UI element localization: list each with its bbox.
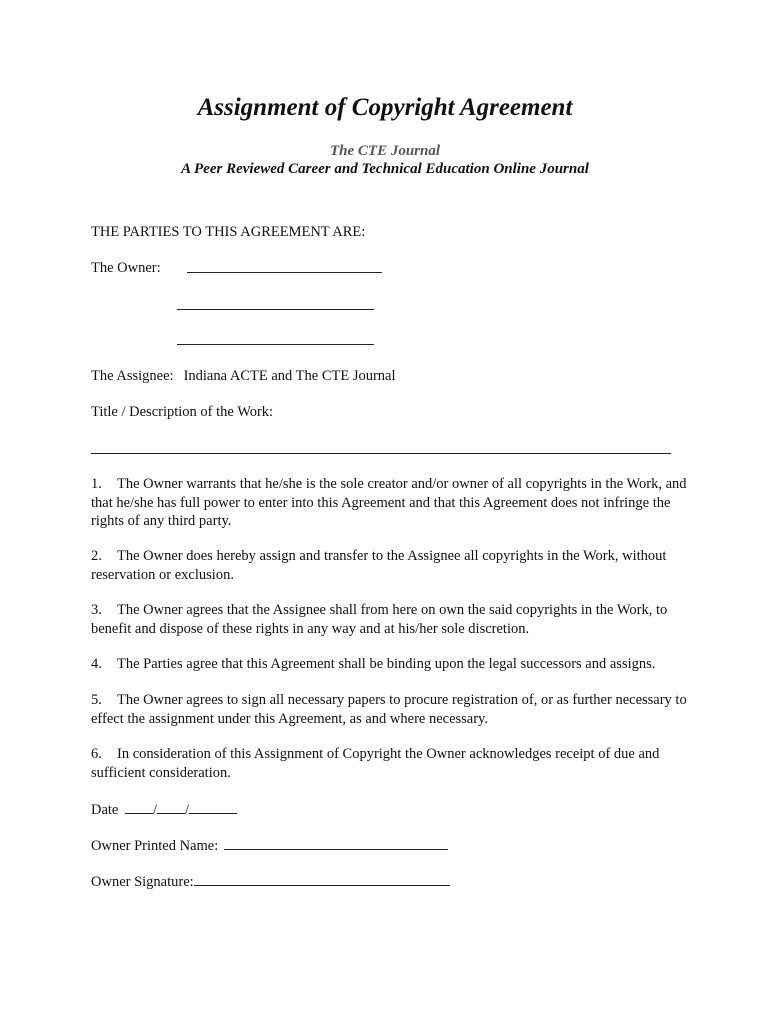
- printed-name-row: [91, 834, 448, 856]
- owner-line-3[interactable]: [177, 344, 374, 345]
- date-row: [91, 798, 237, 820]
- clause-text: In consideration of this Assignment of Copyright the Owner acknowledges receipt of due and sufficient consideration.: [91, 746, 660, 781]
- work-description-line[interactable]: [91, 453, 671, 454]
- clause-4: [91, 655, 701, 674]
- clause-number: 6.: [91, 746, 102, 762]
- clause-number: 5.: [91, 692, 102, 708]
- date-separator-2: /: [185, 802, 190, 818]
- date-day-field[interactable]: [157, 798, 185, 814]
- clause-number: 3.: [91, 602, 102, 618]
- date-label: Date: [91, 802, 119, 818]
- parties-heading: THE PARTIES TO THIS AGREEMENT ARE:: [91, 224, 366, 240]
- printed-name-label: Owner Printed Name:: [91, 838, 219, 854]
- assignee-value: Indiana ACTE and The CTE Journal: [183, 368, 396, 384]
- clause-text: The Owner warrants that he/she is the sole creator and/or owner of all copyrights in the Work, and that he/she has full power to enter into this Agreement and that this Agreement does not infringe the rights of any third party.: [91, 476, 687, 529]
- assignee-label: The Assignee:: [91, 368, 174, 384]
- clause-3: [91, 601, 691, 638]
- clause-number: 2.: [91, 548, 102, 564]
- date-year-field[interactable]: [189, 798, 237, 814]
- clause-text: The Owner agrees that the Assignee shall from here on own the said copyrights in the Work, to benefit and dispose of these rights in any way and at his/her sole discretion.: [91, 602, 668, 637]
- assignee-row: [91, 367, 396, 386]
- clause-5: [91, 691, 691, 728]
- date-separator-1: /: [153, 802, 158, 818]
- owner-line-1[interactable]: [187, 272, 382, 273]
- journal-subtitle: A Peer Reviewed Career and Technical Education Online Journal: [181, 161, 589, 177]
- signature-label: Owner Signature:: [91, 874, 194, 890]
- document-title: Assignment of Copyright Agreement: [197, 94, 573, 121]
- clause-text: The Owner agrees to sign all necessary papers to procure registration of, or as further necessary to effect the assignment under this Agreement, as and where necessary.: [91, 692, 687, 727]
- journal-name: The CTE Journal: [329, 143, 441, 159]
- clause-number: 4.: [91, 656, 102, 672]
- clause-2: [91, 547, 691, 584]
- clause-text: The Parties agree that this Agreement shall be binding upon the legal successors and assigns.: [117, 656, 656, 672]
- date-month-field[interactable]: [125, 798, 153, 814]
- clause-number: 1.: [91, 476, 102, 492]
- owner-line-2[interactable]: [177, 309, 374, 310]
- signature-field[interactable]: [194, 870, 450, 886]
- work-label: Title / Description of the Work:: [91, 404, 274, 420]
- clause-1: [91, 475, 691, 531]
- clause-6: [91, 745, 691, 782]
- signature-row: [91, 870, 450, 892]
- owner-label: The Owner:: [91, 260, 161, 276]
- clause-text: The Owner does hereby assign and transfer to the Assignee all copyrights in the Work, without reservation or exclusion.: [91, 548, 667, 583]
- printed-name-field[interactable]: [224, 834, 448, 850]
